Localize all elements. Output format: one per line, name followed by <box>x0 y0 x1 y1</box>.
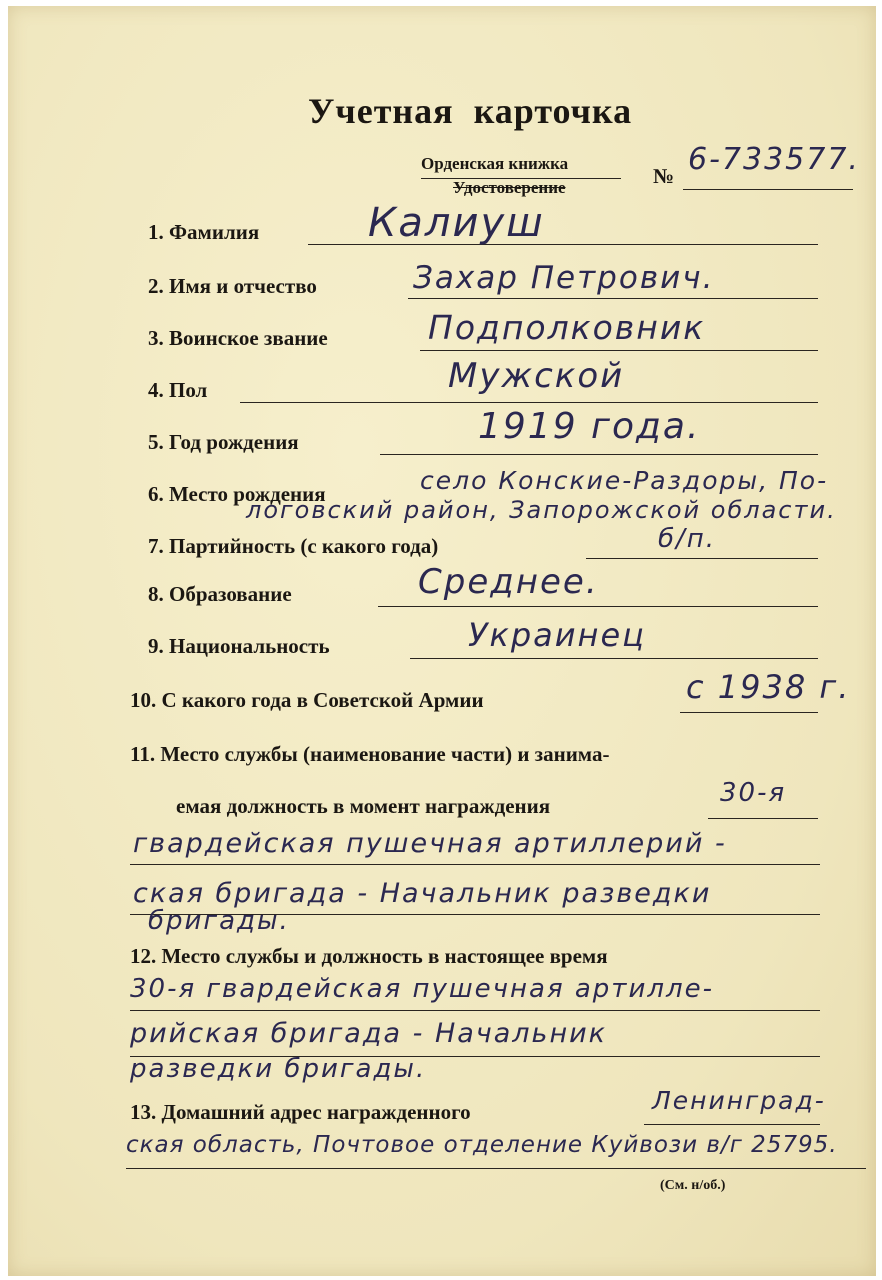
field-11-value-line-4: бригады. <box>148 906 290 936</box>
field-5-line <box>380 454 818 455</box>
field-8-label: 8. Образование <box>148 582 292 606</box>
field-6-value-line-2: логовский район, Запорожской области. <box>246 496 837 524</box>
field-7-line <box>586 558 818 559</box>
field-3-value: Подполковник <box>428 308 706 347</box>
field-11-label-cont: емая должность в момент награждения <box>176 794 551 818</box>
field-9-line <box>410 658 818 659</box>
field-12-value-line-3: разведки бригады. <box>130 1054 427 1084</box>
field-7-label: 7. Партийность (с какого года) <box>148 534 439 558</box>
field-12-line-1 <box>130 1010 820 1011</box>
field-4-value: Мужской <box>448 356 625 396</box>
field-6-label: 6. Место рождения <box>148 482 326 506</box>
field-4-line <box>240 402 818 403</box>
number-sign: № <box>653 164 675 188</box>
field-11-value-line-2: гвардейская пушечная артиллерий - <box>133 828 727 859</box>
field-13-line-1 <box>644 1124 820 1125</box>
field-5-value: 1919 года. <box>478 406 701 447</box>
field-13-value-line-1: Ленинград- <box>652 1086 826 1115</box>
card-title: Учетная карточка <box>308 91 633 131</box>
field-3-label: 3. Воинское звание <box>148 326 328 350</box>
field-9-label: 9. Национальность <box>148 634 330 658</box>
field-11-value-line-1: 30-я <box>720 778 787 808</box>
field-11-line-1 <box>708 818 818 819</box>
field-2-value: Захар Петрович. <box>413 260 715 296</box>
field-10-label: 10. С какого года в Советской Армии <box>130 688 484 712</box>
field-1-value: Калиуш <box>368 200 545 246</box>
order-book-label: Орденская книжка <box>421 154 569 173</box>
field-6-value-line-1: село Конские-Раздоры, По- <box>420 466 829 495</box>
field-8-value: Среднее. <box>418 562 599 602</box>
field-2-label: 2. Имя и отчество <box>148 274 317 298</box>
field-13-label: 13. Домашний адрес награжденного <box>130 1100 471 1124</box>
field-10-line <box>680 712 818 713</box>
number-line <box>683 189 853 190</box>
document-number: 6-733577. <box>688 142 860 177</box>
field-3-line <box>420 350 818 351</box>
record-card <box>8 6 876 1276</box>
field-13-value-line-2: ская область, Почтовое отделение Куйвози в/г 25795. <box>126 1132 838 1158</box>
certificate-label: Удостоверение <box>453 178 566 197</box>
field-8-line <box>378 606 818 607</box>
field-9-value: Украинец <box>468 616 646 654</box>
field-11-value-line-3: ская бригада - Начальник разведки <box>133 878 712 909</box>
field-12-label: 12. Место службы и должность в настоящее время <box>130 944 608 968</box>
field-2-line <box>408 298 818 299</box>
field-10-value: с 1938 г. <box>686 668 851 706</box>
field-12-value-line-1: 30-я гвардейская пушечная артилле- <box>130 974 714 1004</box>
field-4-label: 4. Пол <box>148 378 208 402</box>
field-13-line-2 <box>126 1168 866 1169</box>
field-1-label: 1. Фамилия <box>148 220 260 244</box>
see-reverse-note: (См. н/об.) <box>660 1178 726 1193</box>
field-11-label: 11. Место службы (наименование части) и занима- <box>130 742 610 766</box>
field-7-value: б/п. <box>658 524 717 554</box>
field-11-line-2 <box>130 864 820 865</box>
field-12-value-line-2: рийская бригада - Начальник <box>130 1018 607 1049</box>
field-5-label: 5. Год рождения <box>148 430 299 454</box>
